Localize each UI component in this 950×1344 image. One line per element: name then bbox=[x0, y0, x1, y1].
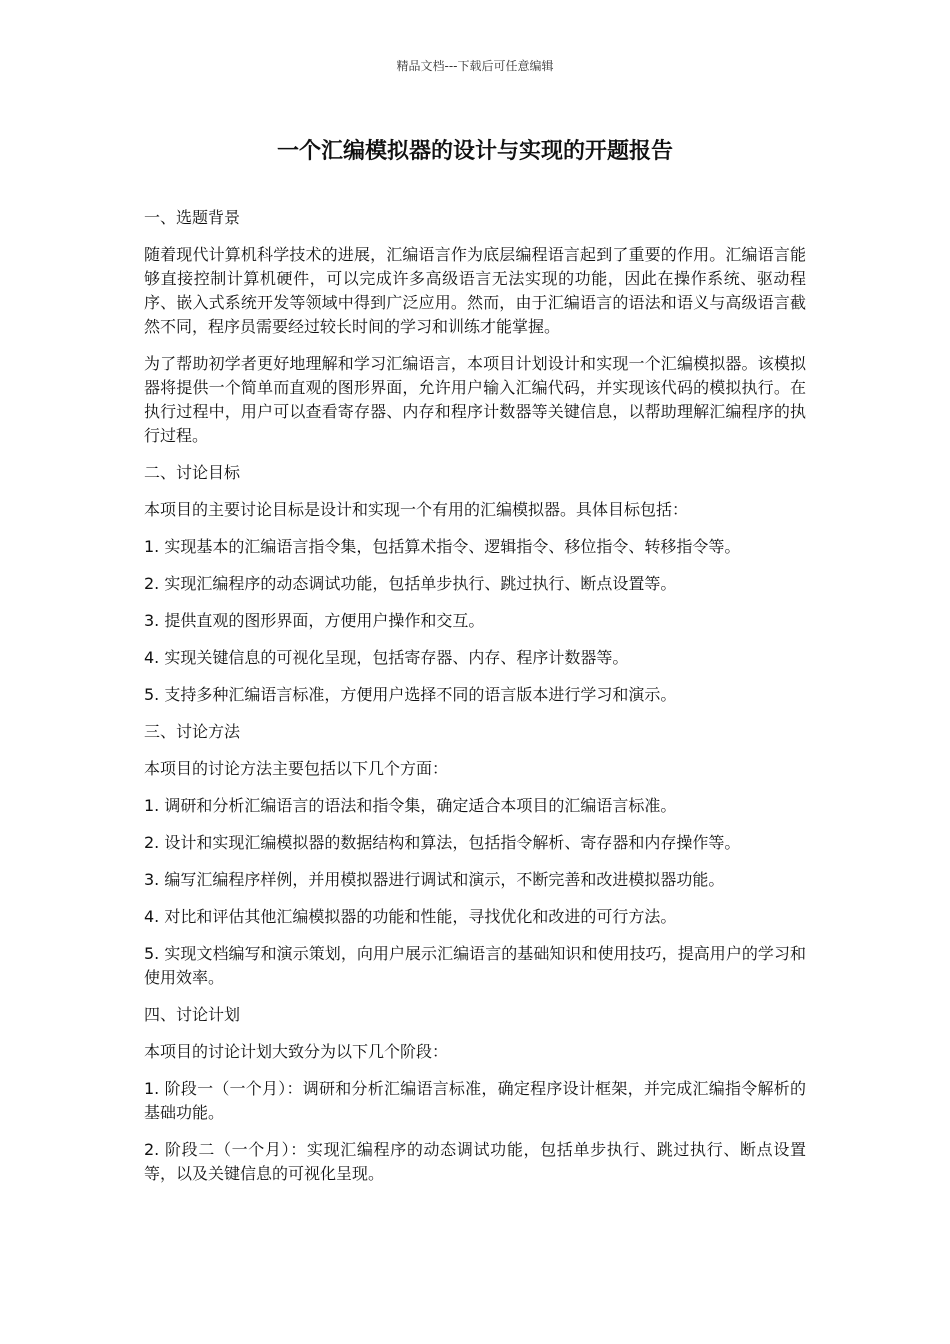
list-item: 4. 对比和评估其他汇编模拟器的功能和性能，寻找优化和改进的可行方法。 bbox=[144, 907, 677, 926]
list-item: 4. 实现关键信息的可视化呈现，包括寄存器、内存、程序计数器等。 bbox=[144, 648, 629, 667]
document-title: 一个汇编模拟器的设计与实现的开题报告 bbox=[276, 139, 673, 164]
list-item: 1. 实现基本的汇编语言指令集，包括算术指令、逻辑指令、移位指令、转移指令等。 bbox=[144, 537, 741, 556]
list-item: 5. 支持多种汇编语言标准，方便用户选择不同的语言版本进行学习和演示。 bbox=[144, 685, 677, 704]
paragraph: 本项目的讨论计划大致分为以下几个阶段： bbox=[144, 1042, 449, 1061]
section-heading-background: 一、选题背景 bbox=[144, 208, 241, 227]
list-item: 2. 设计和实现汇编模拟器的数据结构和算法，包括指令解析、寄存器和内存操作等。 bbox=[144, 833, 741, 852]
paragraph: 本项目的讨论方法主要包括以下几个方面： bbox=[144, 759, 449, 778]
list-item: 5. 实现文档编写和演示策划，向用户展示汇编语言的基础知识和使用技巧，提高用户的学习和使用效率。 bbox=[144, 944, 806, 987]
section-heading-methods: 三、讨论方法 bbox=[144, 722, 241, 741]
list-item: 3. 提供直观的图形界面，方便用户操作和交互。 bbox=[144, 611, 485, 630]
section-heading-goals: 二、讨论目标 bbox=[144, 463, 241, 482]
paragraph: 为了帮助初学者更好地理解和学习汇编语言，本项目计划设计和实现一个汇编模拟器。该模拟器将提供一个简单而直观的图形界面，允许用户输入汇编代码，并实现该代码的模拟执行。在执行过程中，用户可以查看寄存器、内存和程序计数器等关键信息，以帮助理解汇编程序的执行过程。 bbox=[144, 354, 806, 445]
section-heading-plan: 四、讨论计划 bbox=[144, 1005, 241, 1024]
header-note: 精品文档---下载后可任意编辑 bbox=[396, 59, 554, 73]
list-item: 2. 实现汇编程序的动态调试功能，包括单步执行、跳过执行、断点设置等。 bbox=[144, 574, 677, 593]
paragraph: 本项目的主要讨论目标是设计和实现一个有用的汇编模拟器。具体目标包括： bbox=[144, 500, 689, 519]
document-body bbox=[144, 206, 806, 1199]
list-item: 2. 阶段二（一个月）：实现汇编程序的动态调试功能，包括单步执行、跳过执行、断点设置等，以及关键信息的可视化呈现。 bbox=[144, 1140, 806, 1183]
list-item: 1. 阶段一（一个月）：调研和分析汇编语言标准，确定程序设计框架，并完成汇编指令解析的基础功能。 bbox=[144, 1079, 806, 1122]
list-item: 1. 调研和分析汇编语言的语法和指令集，确定适合本项目的汇编语言标准。 bbox=[144, 796, 677, 815]
list-item: 3. 编写汇编程序样例，并用模拟器进行调试和演示，不断完善和改进模拟器功能。 bbox=[144, 870, 725, 889]
paragraph: 随着现代计算机科学技术的进展，汇编语言作为底层编程语言起到了重要的作用。汇编语言能够直接控制计算机硬件，可以完成许多高级语言无法实现的功能，因此在操作系统、驱动程序、嵌入式系统开发等领域中得到广泛应用。然而，由于汇编语言的语法和语义与高级语言截然不同，程序员需要经过较长时间的学习和训练才能掌握。 bbox=[144, 245, 806, 336]
